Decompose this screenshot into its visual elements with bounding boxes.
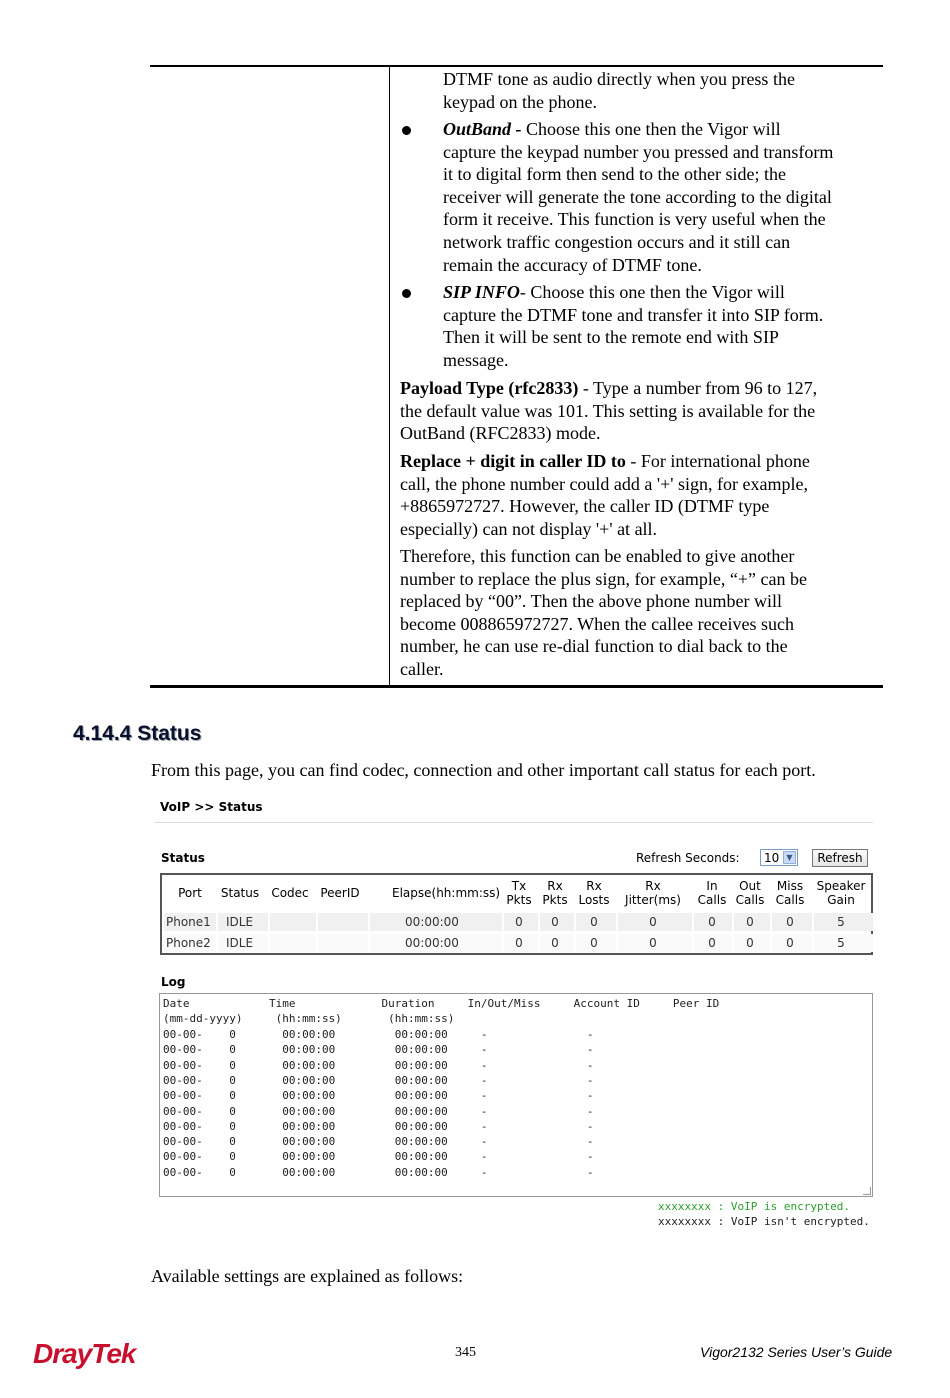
replace-digit-para: Replace + digit in caller ID to - For international phone call, the phone number could add a '+' sign, for example, +8865972727. However, the caller ID (DTMF type especially) can not display '+' at all. xyxy=(400,451,810,539)
status-column-header: Miss Calls xyxy=(775,879,805,907)
dtmf-continuation: DTMF tone as audio directly when you press the keypad on the phone. xyxy=(443,69,795,112)
sipinfo-term: SIP INFO xyxy=(443,282,520,302)
log-row: 00-00- 0 00:00:00 00:00:00 - - xyxy=(163,1058,594,1072)
breadcrumb-divider xyxy=(155,822,873,823)
status-cell-value: 0 xyxy=(786,915,794,929)
status-cell xyxy=(270,934,316,952)
status-cell-value: 0 xyxy=(786,936,794,950)
status-cell-value: 0 xyxy=(746,936,754,950)
guide-title: Vigor2132 Series User’s Guide xyxy=(700,1344,893,1360)
status-cell-value: 0 xyxy=(590,936,598,950)
status-cell xyxy=(318,934,368,952)
status-column-header: Elapse(hh:mm:ss) xyxy=(392,886,501,900)
log-header-line2: (mm-dd-yyyy) (hh:mm:ss) (hh:mm:ss) xyxy=(163,1012,455,1025)
log-row: 00-00- 0 00:00:00 00:00:00 - - xyxy=(163,1043,594,1057)
replace-term: Replace + digit in caller ID to xyxy=(400,451,626,471)
status-cell-value: 0 xyxy=(551,936,559,950)
refresh-seconds-label: Refresh Seconds: xyxy=(636,851,740,865)
status-cell-value: 0 xyxy=(708,915,716,929)
breadcrumb: VoIP >> Status xyxy=(160,800,263,814)
status-column-header: Port xyxy=(178,886,202,900)
bullet-icon xyxy=(402,126,411,135)
status-column-header: In Calls xyxy=(697,879,727,907)
section-heading: 4.14.4 Status xyxy=(73,722,202,745)
table-bottom-rule xyxy=(150,685,883,688)
status-cell-value: 5 xyxy=(837,936,845,950)
log-row: 00-00- 0 00:00:00 00:00:00 - - xyxy=(163,1089,594,1103)
table-top-rule xyxy=(150,65,883,67)
chevron-down-icon: ▼ xyxy=(783,851,796,864)
status-cell xyxy=(318,913,368,931)
status-cell-value: 0 xyxy=(649,915,657,929)
status-cell-value: Phone2 xyxy=(166,936,211,950)
refresh-button-label: Refresh xyxy=(817,851,863,865)
log-row: 00-00- 0 00:00:00 00:00:00 - - xyxy=(163,1073,594,1087)
page-number: 345 xyxy=(455,1345,476,1360)
resize-handle-icon[interactable] xyxy=(863,1187,871,1195)
status-cell-value: 0 xyxy=(515,915,523,929)
status-cell-value: 0 xyxy=(515,936,523,950)
log-row: 00-00- 0 00:00:00 00:00:00 - - xyxy=(163,1119,594,1133)
therefore-para: Therefore, this function can be enabled to give another number to replace the plus sign, for example, “+” can be replaced by “00”. Then the above phone number will become 008865972727. When the callee receives such number, he can use re-dial function to dial back to the caller. xyxy=(400,546,807,679)
status-column-header: Codec xyxy=(271,886,309,900)
refresh-seconds-value: 10 xyxy=(764,851,780,865)
status-cell-value: 0 xyxy=(746,915,754,929)
status-column-header: Rx Pkts xyxy=(542,879,568,907)
status-column-header: Tx Pkts xyxy=(506,879,532,907)
bullet-icon xyxy=(402,289,411,298)
sipinfo-item: SIP INFO- Choose this one then the Vigor will capture the DTMF tone and transfer it into SIP form. Then it will be sent to the remote end with SIP message. xyxy=(443,282,824,370)
log-label: Log xyxy=(161,975,186,989)
status-column-header: Status xyxy=(220,886,260,900)
status-cell-value: 0 xyxy=(590,915,598,929)
log-row: 00-00- 0 00:00:00 00:00:00 - - xyxy=(163,1150,594,1164)
status-column-header: Rx Jitter(ms) xyxy=(625,879,681,907)
outband-term: OutBand - xyxy=(443,119,522,139)
status-cell-value: 0 xyxy=(708,936,716,950)
refresh-seconds-select[interactable] xyxy=(760,849,798,866)
section-intro: From this page, you can find codec, connection and other important call status for each port. xyxy=(151,760,816,780)
refresh-button[interactable] xyxy=(812,849,868,867)
status-column-header: Speaker Gain xyxy=(816,879,866,907)
status-cell xyxy=(270,913,316,931)
payload-term: Payload Type (rfc2833) xyxy=(400,378,579,398)
status-cell-value: 0 xyxy=(649,936,657,950)
status-column-header: Out Calls xyxy=(735,879,765,907)
status-column-header: PeerID xyxy=(320,886,360,900)
legend-not-encrypted: xxxxxxxx : VoIP isn't encrypted. xyxy=(658,1215,870,1228)
log-row: 00-00- 0 00:00:00 00:00:00 - - xyxy=(163,1135,594,1149)
log-header-line1: Date Time Duration In/Out/Miss Account ID Peer ID xyxy=(163,997,720,1010)
log-row: 00-00- 0 00:00:00 00:00:00 - - xyxy=(163,1028,594,1041)
draytek-logo: DrayTek xyxy=(33,1338,136,1369)
status-cell-value: 00:00:00 xyxy=(405,915,459,929)
available-settings-text: Available settings are explained as follows: xyxy=(151,1266,464,1286)
status-cell-value: IDLE xyxy=(226,915,254,929)
log-textarea[interactable] xyxy=(159,993,873,1197)
status-table xyxy=(160,873,873,955)
table-column-divider xyxy=(389,66,390,687)
status-cell-value: IDLE xyxy=(226,936,254,950)
payload-type-para: Payload Type (rfc2833) - Type a number from 96 to 127, the default value was 101. This setting is available for the OutBand (RFC2833) mode. xyxy=(400,378,818,444)
log-row: 00-00- 0 00:00:00 00:00:00 - - xyxy=(163,1104,594,1118)
status-label: Status xyxy=(161,851,205,865)
status-column-header: Rx Losts xyxy=(578,879,610,907)
log-row: 00-00- 0 00:00:00 00:00:00 - - xyxy=(163,1165,594,1179)
outband-item: OutBand - Choose this one then the Vigor will capture the keypad number you pressed and transform it to digital form then send to the other side; the receiver will generate the tone according to the digital form it receive. This function is very useful when the network traffic congestion occurs and it still can remain the accuracy of DTMF tone. xyxy=(443,119,834,275)
status-cell-value: 5 xyxy=(837,915,845,929)
legend-encrypted: xxxxxxxx : VoIP is encrypted. xyxy=(658,1200,851,1213)
status-cell-value: 0 xyxy=(551,915,559,929)
status-cell-value: Phone1 xyxy=(166,915,211,929)
status-cell-value: 00:00:00 xyxy=(405,936,459,950)
